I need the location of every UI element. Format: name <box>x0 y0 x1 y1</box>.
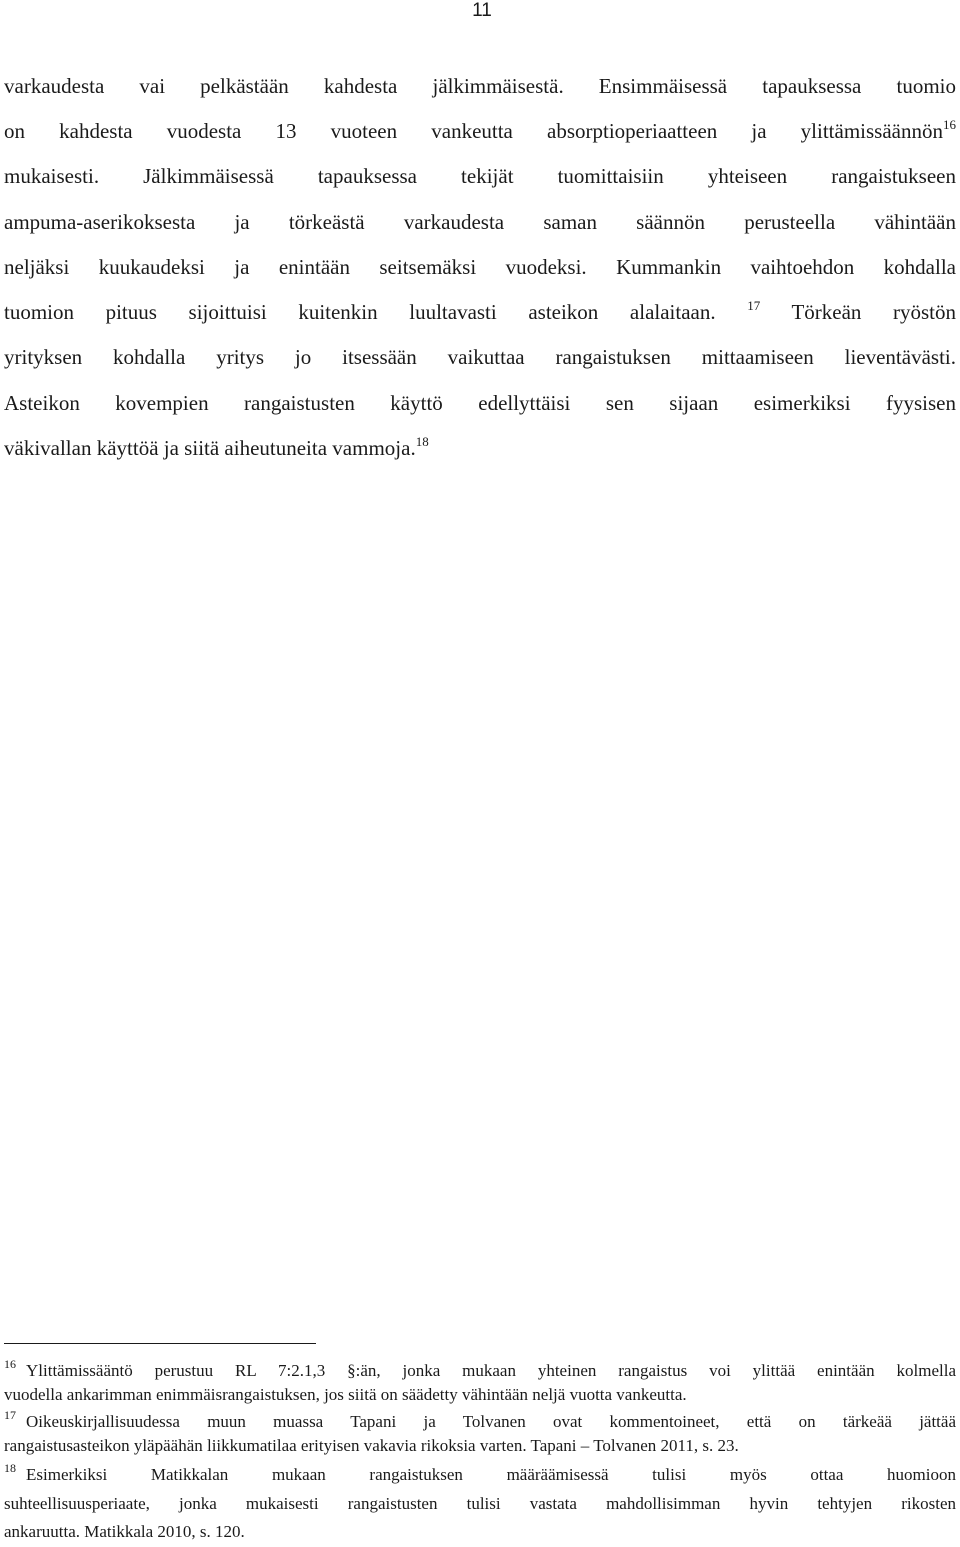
footnote-ref-16[interactable]: 16 <box>943 117 956 132</box>
body-line: yrityksen kohdalla yritys jo itsessään vaikuttaa rangaistuksen mittaamiseen lieventävästi. <box>4 345 956 369</box>
footnote-divider <box>4 1343 316 1344</box>
footnote-number: 17 <box>4 1408 16 1422</box>
body-line: väkivallan käyttöä ja siitä aiheutuneita vammoja.$^{18}$ <box>4 434 429 460</box>
footnote-ref-18[interactable]: 18 <box>415 434 429 449</box>
body-line: mukaisesti. Jälkimmäisessä tapauksessa tekijät tuomittaisiin yhteiseen rangaistukseen <box>4 164 956 188</box>
footnote-number: 16 <box>4 1357 16 1371</box>
body-line: on kahdesta vuodesta 13 vuoteen vankeutta absorptioperiaatteen ja ylittämissäännön$^{16}$ <box>4 117 956 143</box>
footnote-18-continued: ankaruutta. Matikkala 2010, s. 120. <box>4 1522 245 1541</box>
body-line: tuomion pituus sijoittuisi kuitenkin luultavasti asteikon alalaitaan. $^{17}$ Törkeän ryöstön <box>4 298 956 324</box>
body-line: Asteikon kovempien rangaistusten käyttö edellyttäisi sen sijaan esimerkiksi fyysisen <box>4 391 956 415</box>
body-line: varkaudesta vai pelkästään kahdesta jälkimmäisestä. Ensimmäisessä tapauksessa tuomio <box>4 74 956 98</box>
footnote-18: $^{18}$ Esimerkiksi Matikkalan mukaan rangaistuksen määräämisessä tulisi myös ottaa huomioon <box>4 1461 956 1484</box>
body-line: ampuma-aserikoksesta ja törkeästä varkaudesta saman säännön perusteella vähintään <box>4 210 956 234</box>
footnote-18-continued: suhteellisuusperiaate, jonka mukaisesti rangaistusten tulisi vastata mahdollisimman hyvin tehtyjen rikosten <box>4 1494 956 1513</box>
footnote-number: 18 <box>4 1461 16 1475</box>
body-line: neljäksi kuukaudeksi ja enintään seitsemäksi vuodeksi. Kummankin vaihtoehdon kohdalla <box>4 255 956 279</box>
footnote-16: $^{16}$ Ylittämissääntö perustuu RL 7:2.1,3 §:än, jonka mukaan yhteinen rangaistus voi ylittää enintään kolmella <box>4 1357 956 1380</box>
footnote-17-continued: rangaistusasteikon yläpäähän liikkumatilaa erityisen vakavia rikoksia varten. Tapani – Tolvanen 2011, s. 23. <box>4 1436 739 1455</box>
footnote-16-continued: vuodella ankarimman enimmäisrangaistuksen, jos siitä on säädetty vähintään neljä vuotta vankeutta. <box>4 1385 687 1404</box>
page-number: 11 <box>472 0 492 21</box>
footnote-17: $^{17}$ Oikeuskirjallisuudessa muun muassa Tapani ja Tolvanen ovat kommentoineet, että on tärkeää jättää <box>4 1408 956 1431</box>
footnote-ref-17[interactable]: 17 <box>747 298 761 313</box>
